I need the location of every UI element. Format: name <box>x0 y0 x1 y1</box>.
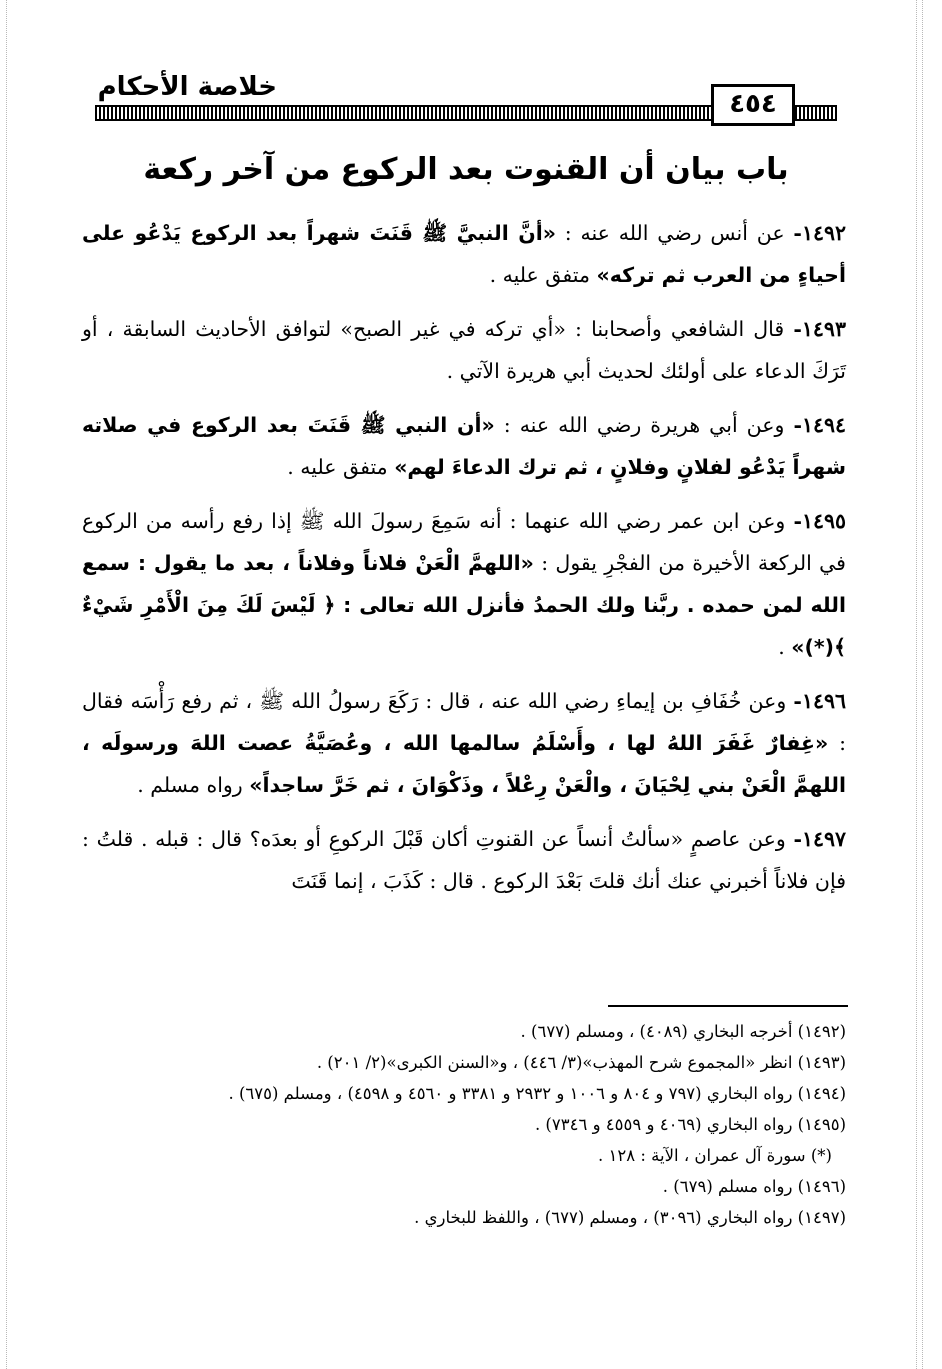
page-number: ٤٥٤ <box>711 84 795 126</box>
hadith-ending: متفق عليه . <box>489 263 590 287</box>
hadith-intro: وعن ابن عمر رضي الله عنهما : أنه سَمِعَ رسولَ الله ﷺ إذا رفع رأسه من الركوع في الركعة الأخيرة من الفجْرِ يقول : <box>82 509 846 575</box>
hadith-paragraph <box>82 308 846 392</box>
hadith-quote: «أن النبي ﷺ قَنَتَ بعد الركوع في صلاته شهراً يَدْعُو لفلانٍ وفلانٍ ، ثم ترك الدعاءَ لهم» <box>82 413 846 479</box>
footnote: (١٤٩٦) رواه مسلم (٦٧٩) . <box>662 1177 846 1196</box>
running-header <box>95 60 837 124</box>
hadith-paragraph <box>82 212 846 296</box>
hadith-quote: «أنَّ النبيَّ ﷺ قَنَتَ شهراً بعد الركوع يَدْعُو على أحياءٍ من العرب ثم تركه» <box>82 221 846 287</box>
hadith-paragraph <box>82 680 846 806</box>
hadith-quote: «غِفارٌ غَفَرَ اللهُ لها ، وأَسْلَمُ سالمها الله ، وعُصَيَّةُ عصت اللهَ ورسولَه ، اللهمَّ الْعَنْ بني لِحْيَانَ ، والْعَنْ رِعْلاً ، وذَكْوَانَ ، ثم خَرَّ ساجداً» <box>82 731 846 797</box>
hadith-number: ١٤٩٣- <box>793 317 846 341</box>
hadith-quote: «سألتُ أنساً عن القنوتِ أكان قَبْلَ الركوعِ أو بعدَه؟ قال : قبله . قلتُ : فإن فلاناً أخبرني عنك أنك قلتَ بَعْدَ الركوع . قال : كَذَبَ ، إنما قَنَتَ <box>82 827 846 893</box>
footnote: (١٤٩٤) رواه البخاري (٧٩٧ و ٨٠٤ و ١٠٠٦ و ٢٩٣٢ و ٣٣٨١ و ٤٥٦٠ و ٤٥٩٨) ، ومسلم (٦٧٥) . <box>228 1084 846 1103</box>
hadith-intro: قال الشافعي وأصحابنا : <box>575 317 785 341</box>
hadith-quote: «أي تركه في غير الصبح» <box>340 317 566 341</box>
chapter-title: باب بيان أن القنوت بعد الركوع من آخر ركعة <box>143 152 789 187</box>
footnote: (*) سورة آل عمران ، الآية : ١٢٨ . <box>598 1146 832 1165</box>
hadith-text <box>82 212 846 914</box>
hadith-intro: وعن عاصمٍ <box>690 827 786 851</box>
hadith-quote: «اللهمَّ الْعَنْ فلاناً وفلاناً ، بعد ما يقول : سمع الله لمن حمده . ربَّنا ولك الحمدُ فأنزل الله تعالى : ﴿ لَيْسَ لَكَ مِنَ الْأَمْرِ شَيْءٌ ﴾(*)» <box>82 551 846 659</box>
hadith-number: ١٤٩٢- <box>793 221 846 245</box>
footnote: (١٤٩٥) رواه البخاري (٤٠٦٩ و ٤٥٥٩ و ٧٣٤٦) . <box>534 1115 846 1134</box>
hadith-paragraph <box>82 404 846 488</box>
hadith-intro: وعن أبي هريرة رضي الله عنه : <box>503 413 785 437</box>
hadith-ending: لتوافق الأحاديث السابقة ، أو تَرَكَ الدعاء على أولئك لحديث أبي هريرة الآتي . <box>82 317 846 383</box>
hadith-ending: . <box>778 635 785 659</box>
hadith-number: ١٤٩٧- <box>793 827 846 851</box>
footnote: (١٤٩٣) انظر «المجموع شرح المهذب»(٣/ ٤٤٦) ، و«السنن الكبرى»(٢/ ٢٠١) . <box>316 1053 846 1072</box>
footnote-separator <box>608 1005 848 1007</box>
hadith-number: ١٤٩٦- <box>793 689 846 713</box>
book-title: خلاصة الأحكام <box>97 72 277 102</box>
footnotes <box>82 1016 846 1233</box>
hadith-intro: عن أنس رضي الله عنه : <box>564 221 785 245</box>
footnote: (١٤٩٧) رواه البخاري (٣٠٩٦) ، ومسلم (٦٧٧) ، واللفظ للبخاري . <box>414 1208 846 1227</box>
hadith-ending: رواه مسلم . <box>137 773 243 797</box>
hadith-paragraph <box>82 500 846 668</box>
hadith-paragraph <box>82 818 846 902</box>
footnote: (١٤٩٢) أخرجه البخاري (٤٠٨٩) ، ومسلم (٦٧٧) . <box>520 1022 846 1041</box>
hadith-number: ١٤٩٤- <box>793 413 846 437</box>
hadith-number: ١٤٩٥- <box>793 509 846 533</box>
hadith-intro: وعن خُفَافِ بن إيماءِ رضي الله عنه ، قال : رَكَعَ رسولُ الله ﷺ ، ثم رفع رَأْسَه فقال : <box>82 689 846 755</box>
hadith-ending: متفق عليه . <box>287 455 388 479</box>
